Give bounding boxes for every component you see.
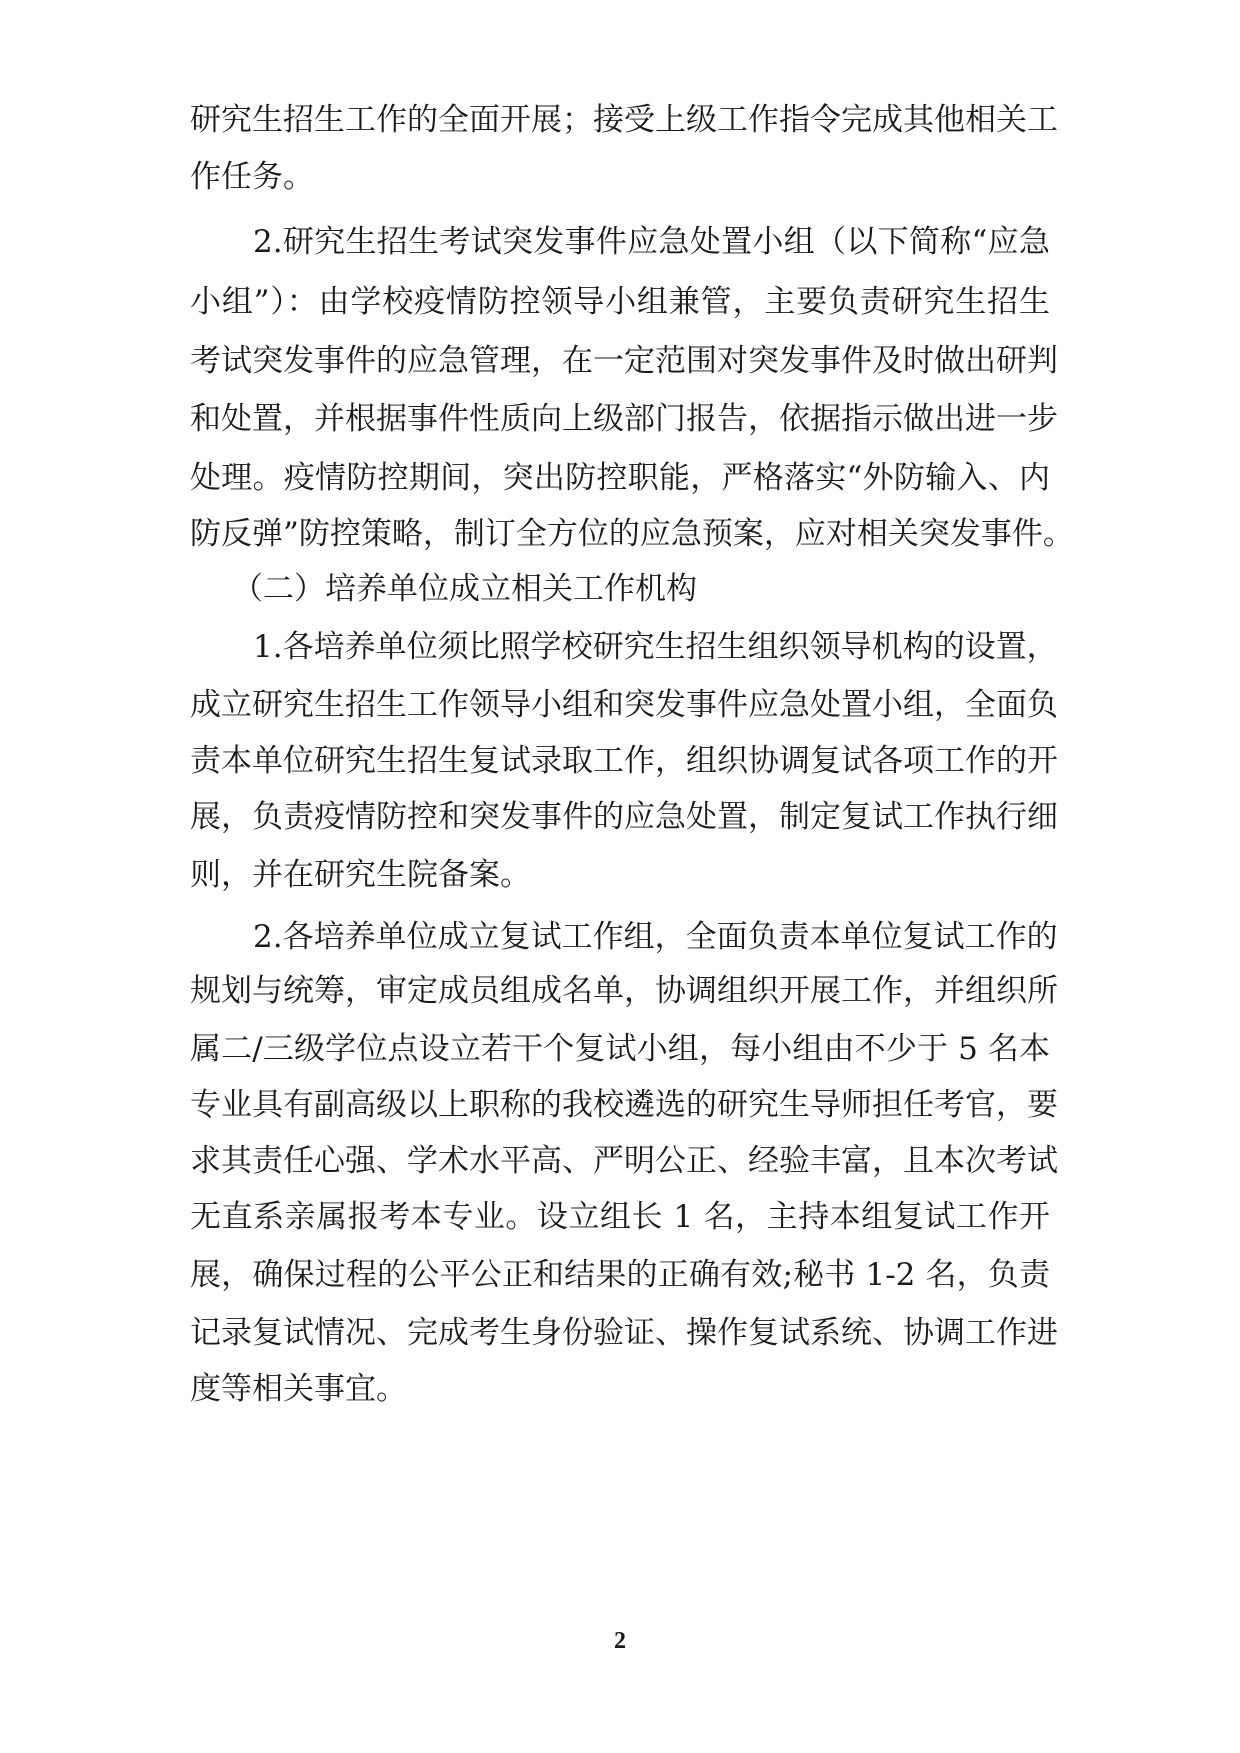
text-line: 研究生招生工作的全面开展；接受上级工作指令完成其他相关工	[190, 102, 1058, 138]
text-line: 属二/三级学位点设立若干个复试小组，每小组由不少于 5 名本	[190, 1031, 1050, 1067]
text-line: 小组”）：由学校疫情防控领导小组兼管，主要负责研究生招生	[190, 284, 1050, 320]
text-line: 专业具有副高级以上职称的我校遴选的研究生导师担任考官，要	[190, 1087, 1058, 1123]
text-line: 记录复试情况、完成考生身份验证、操作复试系统、协调工作进	[190, 1315, 1058, 1351]
text-line: 则，并在研究生院备案。	[190, 857, 531, 893]
section-heading: （二）培养单位成立相关工作机构	[232, 571, 697, 607]
text-line: 和处置，并根据事件性质向上级部门报告，依据指示做出进一步	[190, 401, 1058, 437]
paragraph-heading-line: 2.研究生招生考试突发事件应急处置小组（以下简称“应急	[253, 224, 1050, 260]
text-line: 责本单位研究生招生复试录取工作，组织协调复试各项工作的开	[190, 743, 1058, 779]
text-line: 成立研究生招生工作领导小组和突发事件应急处置小组，全面负	[190, 687, 1058, 723]
text-line: 规划与统筹，审定成员组成名单，协调组织开展工作，并组织所	[190, 973, 1058, 1009]
text-line: 求其责任心强、学术水平高、严明公正、经验丰富，且本次考试	[190, 1143, 1058, 1179]
text-line: 防反弹”防控策略，制订全方位的应急预案，应对相关突发事件。	[190, 516, 1074, 552]
paragraph-heading-line: 2.各培养单位成立复试工作组，全面负责本单位复试工作的	[253, 919, 1058, 955]
text-line: 展，确保过程的公平公正和结果的正确有效;秘书 1-2 名，负责	[190, 1257, 1050, 1293]
text-line: 无直系亲属报考本专业。设立组长 1 名，主持本组复试工作开	[190, 1199, 1050, 1235]
text-line: 度等相关事宜。	[190, 1371, 407, 1407]
page-number: 2	[614, 1628, 626, 1654]
text-line: 展，负责疫情防控和突发事件的应急处置，制定复试工作执行细	[190, 799, 1058, 835]
paragraph-heading-line: 1.各培养单位须比照学校研究生招生组织领导机构的设置，	[253, 629, 1058, 665]
text-line: 作任务。	[190, 159, 314, 195]
text-line: 考试突发事件的应急管理，在一定范围对突发事件及时做出研判	[190, 343, 1058, 379]
text-line: 处理。疫情防控期间，突出防控职能，严格落实“外防输入、内	[190, 460, 1050, 496]
